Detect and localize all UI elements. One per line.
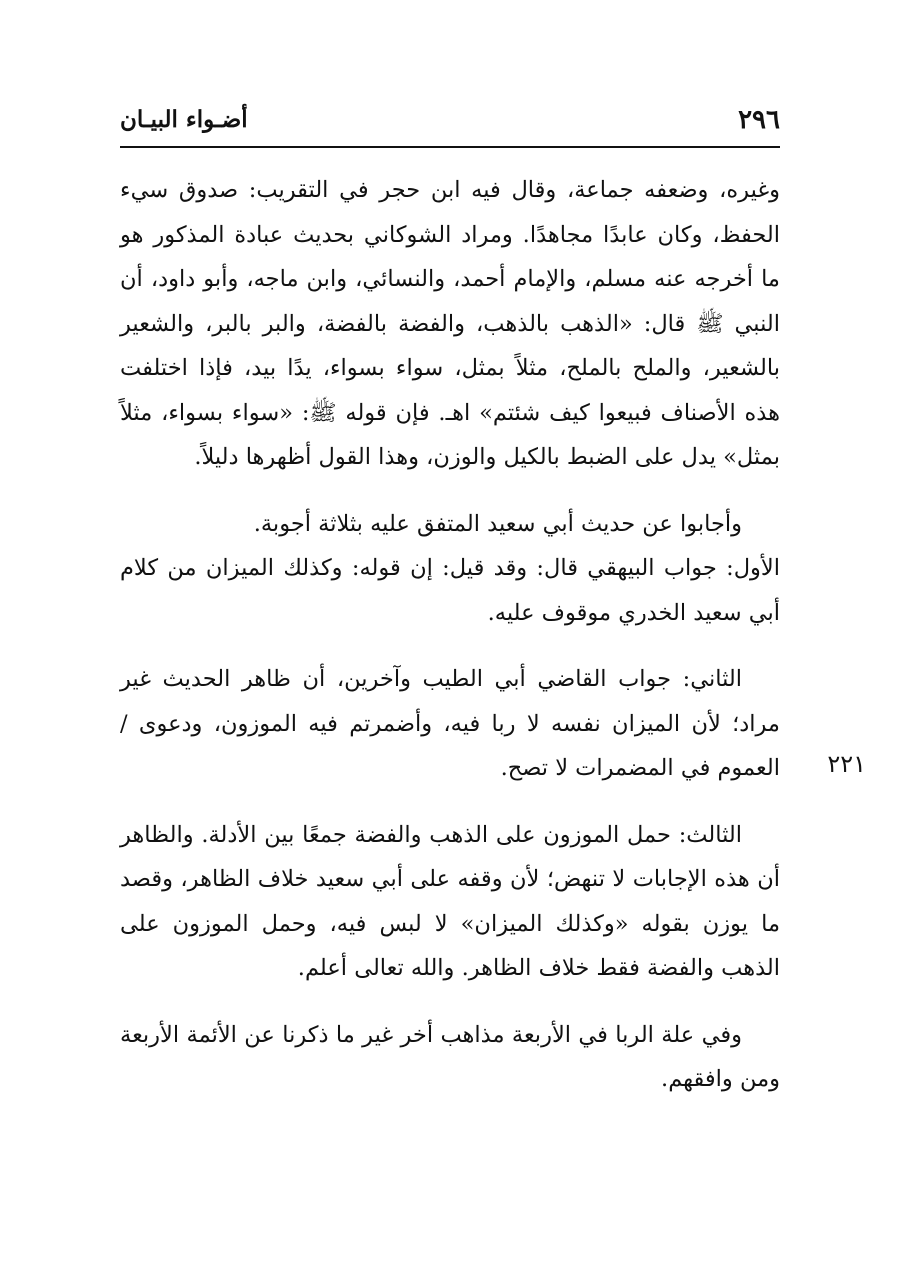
original-page-reference: ٢٢١ <box>827 750 866 778</box>
page-number: ٢٩٦ <box>738 105 780 135</box>
paragraph-answers-intro: وأجابوا عن حديث أبي سعيد المتفق عليه بثلاثة أجوبة. <box>253 510 742 537</box>
paragraph-other-schools: وفي علة الربا في الأربعة مذاهب أخر غير ما ذكرنا عن الأئمة الأربعة ومن وافقهم. <box>120 1021 780 1092</box>
paragraph-first-answer: الأول: جواب البيهقي قال: وقد قيل: إن قوله: وكذلك الميزان من كلام أبي سعيد الخدري موقوف عليه. <box>120 555 780 626</box>
body-text <box>120 168 780 1124</box>
paragraph-second-answer: الثاني: جواب القاضي أبي الطيب وآخرين، أن ظاهر الحديث غير مراد؛ لأن الميزان نفسه لا ربا فيه، وأضمرتم فيه الموزون، ودعوى / العموم في المضمرات لا تصح. <box>120 666 780 781</box>
paragraph-continuation: وغيره، وضعفه جماعة، وقال فيه ابن حجر في التقريب: صدوق سيء الحفظ، وكان عابدًا مجاهدًا. ومراد الشوكاني بحديث عبادة المذكور هو ما أخرجه عنه مسلم، والإمام أحمد، والنسائي، وابن ماجه، وأبو داود، أن النبي ﷺ قال: «الذهب بالذهب، والفضة بالفضة، والبر بالبر، والشعير بالشعير، والملح بالملح، مثلاً بمثل، سواء بسواء، يدًا بيد، فإذا اختلفت هذه الأصناف فبيعوا كيف شئتم» اهـ. فإن قوله ﷺ: «سواء بسواء، مثلاً بمثل» يدل على الضبط بالكيل والوزن، وهذا القول أظهرها دليلاً. <box>120 177 780 470</box>
running-header <box>120 100 780 148</box>
paragraph-third-answer: الثالث: حمل الموزون على الذهب والفضة جمعًا بين الأدلة. والظاهر أن هذه الإجابات لا تنهض؛ لأن وقفه على أبي سعيد خلاف الظاهر، وقصد ما يوزن بقوله «وكذلك الميزان» لا لبس فيه، وحمل الموزون على الذهب والفضة فقط خلاف الظاهر. والله تعالى أعلم. <box>120 821 780 981</box>
book-title: أضـواء البيـان <box>120 106 248 133</box>
